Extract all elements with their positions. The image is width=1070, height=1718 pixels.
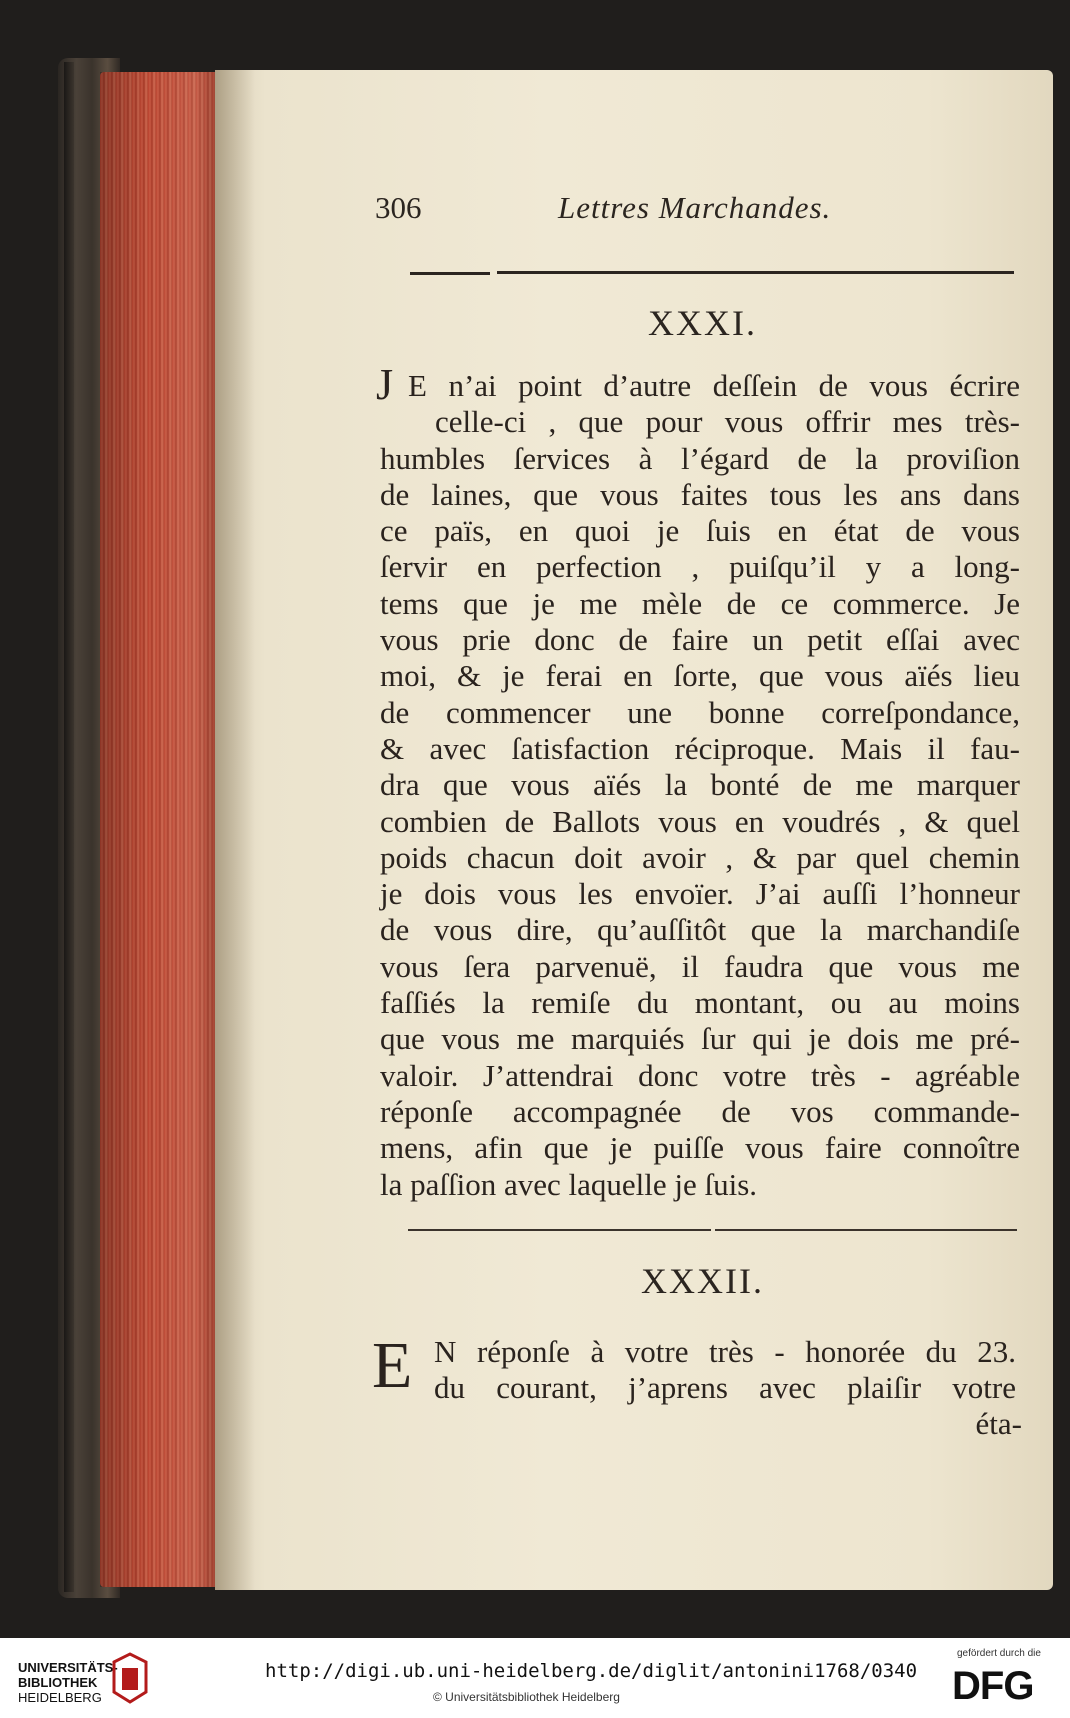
text-line: de vous dire, qu’auſſitôt que la marchandiſe — [380, 912, 1020, 948]
text-line: réponſe accompagnée de vos commande- — [380, 1093, 1020, 1129]
header-rule-short — [410, 272, 490, 275]
text-line: & avec ſatisfaction réciproque. Mais il fau- — [380, 730, 1020, 766]
gutter-shadow — [215, 70, 255, 1590]
library-line-3: HEIDELBERG — [18, 1690, 102, 1705]
letter-separator-right — [715, 1229, 1017, 1231]
page-number: 306 — [375, 190, 422, 225]
letter-heading-xxxii: XXXII. — [641, 1261, 764, 1301]
catchword: éta- — [975, 1406, 1022, 1441]
text-line: N réponſe à votre très - honorée du 23. — [434, 1334, 1016, 1369]
text-line: faſſiés la remiſe du montant, ou au moins — [380, 985, 1020, 1021]
dfg-logo: DFG — [952, 1664, 1034, 1708]
library-logo-icon — [110, 1652, 150, 1704]
dropcap-j: J — [376, 360, 394, 409]
page-header — [375, 190, 1025, 230]
text-line: de laines, que vous faites tous les ans dans — [380, 476, 1020, 512]
text-line: vous ſera parvenuë, il faudra que vous me — [380, 948, 1020, 984]
library-line-1: UNIVERSITÄTS- — [18, 1660, 118, 1675]
text-line: combien de Ballots vous en voudrés , & quel — [380, 803, 1020, 839]
dropcap-e: E — [372, 1329, 413, 1402]
text-line: moi, & je ferai en ſorte, que vous aïés lieu — [380, 658, 1020, 694]
text-line: tems que je me mèle de ce commerce. Je — [380, 585, 1020, 621]
letter-xxxii-body — [434, 1334, 1016, 1407]
text-line: de commencer une bonne correſpondance, — [380, 694, 1020, 730]
text-line: je dois vous les envoïer. J’ai auſſi l’honneur — [380, 876, 1020, 912]
text-line: E n’ai point d’autre deſſein de vous écrire — [408, 368, 1020, 403]
text-line: celle-ci , que pour vous offrir mes très- — [435, 404, 1020, 440]
letter-xxxi-body — [380, 368, 1020, 1203]
spine-edge — [64, 62, 74, 1592]
text-line: ſervir en perfection , puiſqu’il y a long- — [380, 549, 1020, 585]
header-rule-long — [497, 271, 1014, 274]
text-line: mens, afin que je puiſſe vous faire connoître — [380, 1130, 1020, 1166]
page-edges-shading — [100, 72, 220, 1587]
letter-separator-left — [408, 1229, 711, 1231]
library-name — [18, 1660, 118, 1705]
copyright-note: © Universitätsbibliothek Heidelberg — [433, 1690, 620, 1704]
letter-heading-xxxi: XXXI. — [648, 303, 757, 343]
library-line-2: BIBLIOTHEK — [18, 1675, 98, 1690]
text-line: poids chacun doit avoir , & par quel chemin — [380, 839, 1020, 875]
viewer-footer — [0, 1638, 1070, 1718]
text-line: du courant, j’aprens avec plaiſir votre — [434, 1370, 1016, 1406]
text-line: vous prie donc de faire un petit eſſai avec — [380, 622, 1020, 658]
text-line: dra que vous aïés la bonté de me marquer — [380, 767, 1020, 803]
text-line: humbles ſervices à l’égard de la proviſion — [380, 440, 1020, 476]
sponsor-note: gefördert durch die — [957, 1648, 1041, 1659]
text-line: que vous me marquiés ſur qui je dois me pré- — [380, 1021, 1020, 1057]
running-title: Lettres Marchandes. — [558, 190, 832, 225]
text-line: valoir. J’attendrai donc votre très - agréable — [380, 1057, 1020, 1093]
page-url-link[interactable]: http://digi.ub.uni-heidelberg.de/diglit/antonini1768/0340 — [265, 1660, 918, 1682]
text-line: la paſſion avec laquelle je ſuis. — [380, 1166, 758, 1202]
text-line: ce païs, en quoi je ſuis en état de vous — [380, 513, 1020, 549]
